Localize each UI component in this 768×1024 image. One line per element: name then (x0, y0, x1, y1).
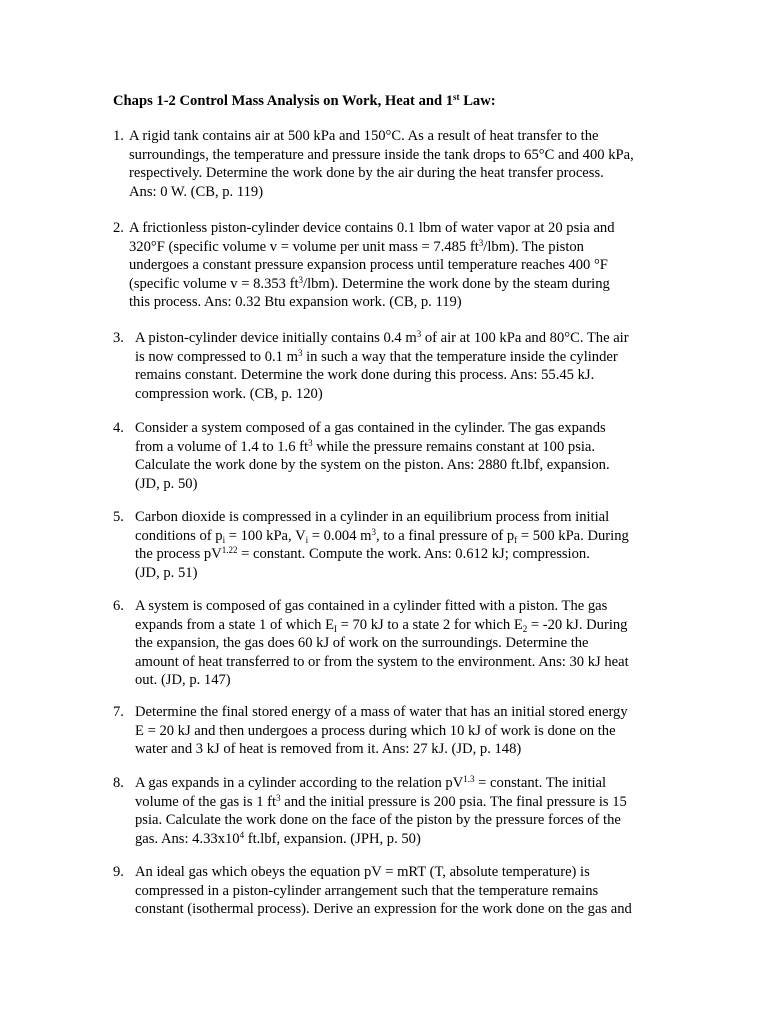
problem-line: (JD, p. 50) (135, 475, 198, 492)
problem-line: conditions of $p_i = 100$ kPa, $V_i = 0.004$ $m^3$, to a final pressure of $p_f = 500$ kPa. During (135, 526, 629, 545)
problem-line: Determine the final stored energy of a mass of water that has an initial stored energy (135, 704, 628, 720)
problem-line: from a volume of 1.4 to 1.6 $ft^3$ while the pressure remains constant at 100 psia. (135, 437, 596, 455)
problem-line: amount of heat transferred to or from the system to the environment. Ans: 30 kJ heat (135, 653, 629, 670)
problem-7 (113, 703, 673, 759)
problem-line: A system is composed of gas contained in a cylinder fitted with a piston. The gas (135, 598, 608, 614)
problem-number: 1. (113, 128, 124, 144)
problem-4 (113, 419, 673, 493)
problem-line: is now compressed to 0.1 $m^3$ in such a way that the temperature inside the cylinder (135, 347, 618, 365)
problem-1 (113, 127, 673, 201)
problem-line: A rigid tank contains air at 500 kPa and 150°C. As a result of heat transfer to the (129, 128, 599, 144)
problem-line: An ideal gas which obeys the equation pV = mRT (T, absolute temperature) is (135, 864, 590, 880)
problem-3 (113, 329, 673, 403)
problem-number: 3. (113, 330, 124, 346)
problem-number: 6. (113, 598, 124, 614)
problem-line: 320°F (specific volume v = volume per unit mass = 7.485 $ft^3/lbm$). The piston (129, 237, 584, 255)
problem-line: (JD, p. 51) (135, 564, 198, 581)
problem-number: 4. (113, 420, 124, 436)
problem-line: water and 3 kJ of heat is removed from it. Ans: 27 kJ. (JD, p. 148) (135, 741, 522, 757)
problem-line: respectively. Determine the work done by the air during the heat transfer process. (129, 165, 604, 181)
problem-line: Ans: 0 W. (CB, p. 119) (129, 183, 264, 200)
problem-line: compressed in a piston-cylinder arrangement such that the temperature remains (135, 882, 599, 899)
problem-line: Consider a system composed of a gas contained in the cylinder. The gas expands (135, 420, 606, 436)
problem-number: 7. (113, 704, 124, 720)
problem-line: undergoes a constant pressure expansion process until temperature reaches 400 °F (129, 257, 608, 273)
problem-number: 9. (113, 864, 124, 880)
problem-line: (specific volume v = 8.353 $ft^3/lbm$). Determine the work done by the steam during (129, 274, 610, 292)
problem-2 (113, 219, 673, 312)
problem-number: 5. (113, 509, 124, 525)
problem-number: 8. (113, 775, 124, 791)
problem-line: A gas expands in a cylinder according to the relation $pV^{1.3}$ = constant. The initial (135, 774, 607, 791)
problem-line: volume of the gas is 1 $ft^3$ and the initial pressure is 200 psia. The final pressure is 15 (135, 792, 627, 810)
problem-line: compression work. (CB, p. 120) (135, 385, 323, 402)
problem-line: psia. Calculate the work done on the face of the piston by the pressure forces of the (135, 812, 621, 828)
problem-5 (113, 508, 673, 582)
page-title: Chaps 1-2 Control Mass Analysis on Work, Heat and 1st Law: (113, 92, 496, 109)
problem-line: out. (JD, p. 147) (135, 672, 231, 688)
problem-line: the process $pV^{1.22}$ = constant. Compute the work. Ans: 0.612 kJ; compression. (135, 545, 590, 562)
problem-line: Calculate the work done by the system on the piston. Ans: 2880 ft.lbf, expansion. (135, 457, 610, 473)
problem-line: the expansion, the gas does 60 kJ of work on the surroundings. Determine the (135, 635, 589, 651)
problem-9 (113, 863, 673, 919)
problem-line: Carbon dioxide is compressed in a cylinder in an equilibrium process from initial (135, 509, 610, 525)
problem-6 (113, 597, 673, 690)
problem-line: this process. Ans: 0.32 Btu expansion work. (CB, p. 119) (129, 294, 462, 310)
problem-number: 2. (113, 220, 124, 236)
problem-line: surroundings, the temperature and pressure inside the tank drops to 65°C and 400 kPa, (129, 146, 634, 163)
problem-line: A piston-cylinder device initially contains 0.4 $m^3$ of air at 100 kPa and 80°C. The air (135, 329, 629, 346)
problem-line: A frictionless piston-cylinder device contains 0.1 lbm of water vapor at 20 psia and (129, 220, 615, 236)
problem-line: gas. Ans: $4.33x10^4$ ft.lbf, expansion. (JPH, p. 50) (135, 829, 421, 847)
problem-line: constant (isothermal process). Derive an expression for the work done on the gas and (135, 901, 632, 917)
problem-line: remains constant. Determine the work done during this process. Ans: 55.45 kJ. (135, 367, 595, 383)
problem-line: expands from a state 1 of which $E_I = 70$ kJ to a state 2 for which $E_2 = -20$ kJ. During (135, 616, 628, 634)
problem-8 (113, 774, 673, 848)
problem-line: E = 20 kJ and then undergoes a process during which 10 kJ of work is done on the (135, 722, 616, 739)
